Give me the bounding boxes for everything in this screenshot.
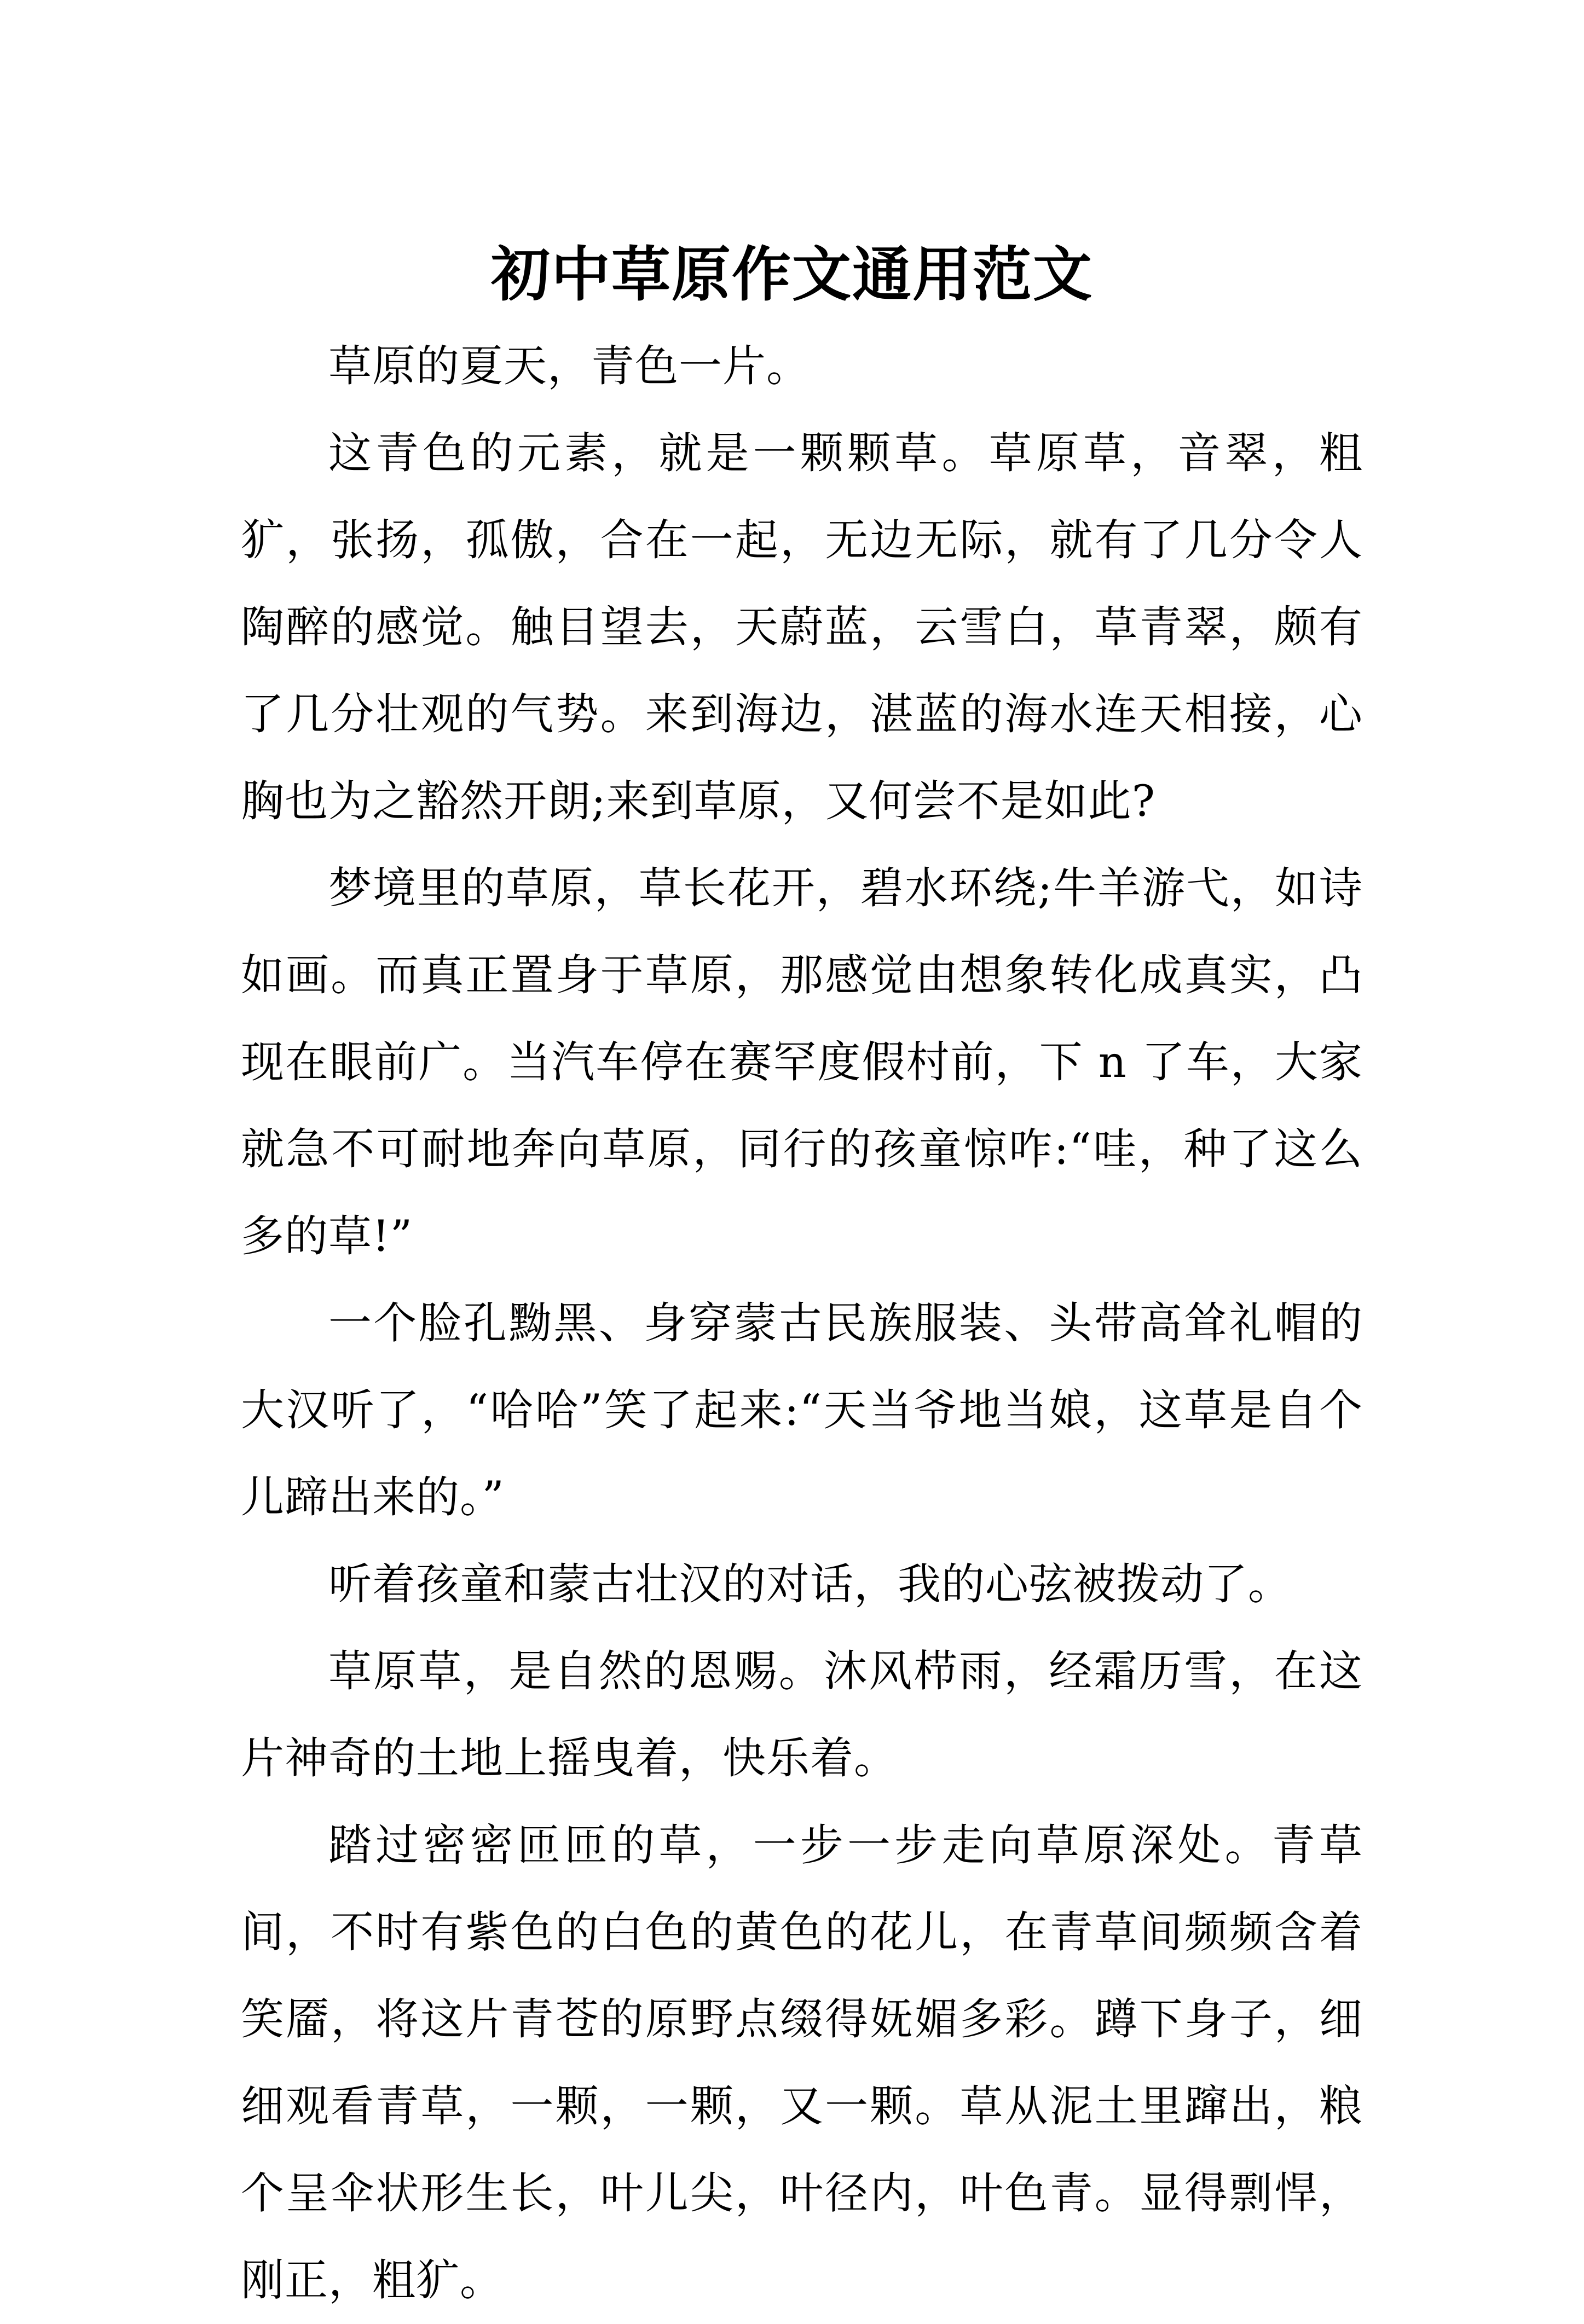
paragraph-2: 这青色的元素，就是一颗颗草。草原草，音翠，粗犷，张扬，孤傲，合在一起，无边无际，就有了几分令人陶醉的感觉。触目望去，天蔚蓝，云雪白，草青翠，颇有了几分壮观的气势。来到海边，湛蓝的海水连天相接，心胸也为之豁然开朗;来到草原，又何尝不是如此? xyxy=(241,428,1363,826)
document-body xyxy=(241,323,1363,2324)
paragraph-6: 草原草，是自然的恩赐。沐风栉雨，经霜历雪，在这片神奇的土地上摇曳着，快乐着。 xyxy=(241,1646,1363,1783)
paragraph-4: 一个脸孔黝黑、身穿蒙古民族服装、头带高耸礼帽的大汉听了，“哈哈”笑了起来:“天当爷地当娘，这草是自个儿蹄出来的。” xyxy=(241,1298,1363,1522)
paragraph-1: 草原的夏天，青色一片。 xyxy=(328,341,810,391)
paragraph-3: 梦境里的草原，草长花开，碧水环绕;牛羊游弋，如诗如画。而真正置身于草原，那感觉由想象转化成真实，凸现在眼前广。当汽车停在赛罕度假村前，下 n 了车，大家就急不可耐地奔向草原，同行的孩童惊咋:“哇，种了这么多的草!” xyxy=(241,863,1363,1261)
paragraph-7: 踏过密密匝匝的草，一步一步走向草原深处。青草间，不时有紫色的白色的黄色的花儿，在青草间频频含着笑靥，将这片青苍的原野点缀得妩媚多彩。蹲下身子，细细观看青草，一颗，一颗，又一颗。草从泥土里蹿出，粮个呈伞状形生长，叶儿尖，叶径内，叶色青。显得剽悍，刚正，粗犷。 xyxy=(241,1820,1363,2305)
paragraph-5: 听着孩童和蒙古壮汉的对话，我的心弦被拨动了。 xyxy=(328,1559,1292,1609)
document-title: 初中草原作文通用范文 xyxy=(490,240,1093,310)
